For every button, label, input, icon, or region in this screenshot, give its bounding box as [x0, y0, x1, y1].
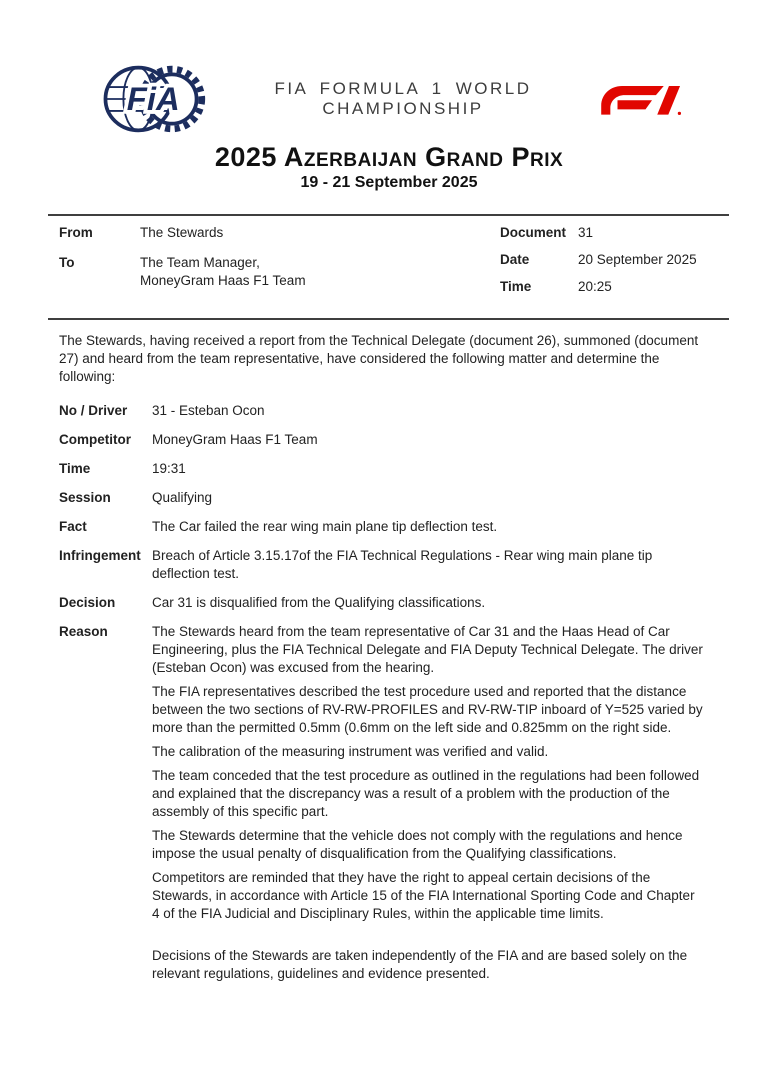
reason-paragraph: The Stewards heard from the team representative of Car 31 and the Haas Head of Car Engineering, plus the FIA Technical Delegate and FIA Deputy Technical Delegate. The driver (Esteban Ocon) was excused from the hearing.	[152, 624, 703, 675]
reason-label: Reason	[59, 624, 108, 639]
reason-paragraph: Decisions of the Stewards are taken independently of the FIA and are based solely on the relevant regulations, guidelines and evidence presented.	[152, 948, 688, 981]
infringement-label: Infringement	[59, 548, 141, 563]
session-value: Qualifying	[152, 490, 213, 505]
no-driver-label: No / Driver	[59, 403, 128, 418]
document-row	[500, 224, 719, 242]
session-time-value: 19:31	[152, 461, 186, 476]
reason-paragraph: The team conceded that the test procedure as outlined in the regulations had been followed and explained that the discrepancy was a result of a problem with the production of the assembly of this specific part.	[152, 768, 700, 819]
to-label: To	[59, 255, 75, 270]
decision-row	[59, 594, 719, 612]
session-time-label: Time	[59, 461, 91, 476]
event-dates: 19 - 21 September 2025	[300, 174, 478, 191]
fact-label: Fact	[59, 519, 87, 534]
competitor-row	[59, 431, 719, 449]
date-value: 20 September 2025	[578, 252, 697, 267]
fia-logo	[98, 60, 210, 138]
meta-right-column	[500, 224, 719, 305]
no-driver-value: 31 - Esteban Ocon	[152, 403, 265, 418]
date-row	[500, 251, 719, 269]
reason-paragraphs	[152, 623, 704, 983]
decision-label: Decision	[59, 595, 116, 610]
document-label: Document	[500, 225, 567, 240]
f1-logo	[596, 80, 682, 118]
session-time-row	[59, 460, 719, 478]
competitor-label: Competitor	[59, 432, 131, 447]
meta-left-column	[59, 224, 500, 305]
reason-row	[59, 623, 719, 983]
infringement-value: Breach of Article 3.15.17of the FIA Technical Regulations - Rear wing main plane tip deflection test.	[152, 548, 653, 581]
divider-bottom	[48, 318, 729, 320]
meta-table	[59, 224, 719, 305]
reason-paragraph: The calibration of the measuring instrument was verified and valid.	[152, 744, 549, 759]
from-row	[59, 224, 500, 242]
page-title: 2025 Azerbaijan Grand Prix	[214, 142, 564, 172]
championship-title: FIA FORMULA 1 WORLD CHAMPIONSHIP	[274, 79, 532, 118]
competitor-value: MoneyGram Haas F1 Team	[152, 432, 318, 447]
from-label: From	[59, 225, 93, 240]
time-value: 20:25	[578, 279, 612, 294]
to-row	[59, 254, 500, 290]
to-value-line1: The Team Manager,	[140, 255, 260, 270]
fact-value: The Car failed the rear wing main plane tip deflection test.	[152, 519, 498, 534]
intro-paragraph: The Stewards, having received a report from the Technical Delegate (document 26), summoned (document 27) and heard from the team representative, have considered the following matter and determine the following:	[59, 333, 699, 384]
title-block	[59, 142, 719, 192]
time-label: Time	[500, 279, 532, 294]
reason-paragraph: The FIA representatives described the test procedure used and reported that the distance between the two sections of RV-RW-PROFILES and RV-RW-TIP inboard of Y=525 varied by more than the permitted 0.5mm (0.6mm on the left side and 0.825mm on the right side.	[152, 684, 703, 735]
divider-top	[48, 214, 729, 216]
decision-fields	[59, 402, 719, 983]
from-value: The Stewards	[140, 225, 224, 240]
no-driver-row	[59, 402, 719, 420]
reason-paragraph: The Stewards determine that the vehicle does not comply with the regulations and hence impose the usual penalty of disqualification from the Qualifying classifications.	[152, 828, 683, 861]
reason-paragraph: Competitors are reminded that they have the right to appeal certain decisions of the Stewards, in accordance with Article 15 of the FIA International Sporting Code and Chapter 4 of the FIA Judicial and Disciplinary Rules, within the applicable time limits.	[152, 870, 695, 921]
session-row	[59, 489, 719, 507]
decision-value: Car 31 is disqualified from the Qualifying classifications.	[152, 595, 486, 610]
to-value-line2: MoneyGram Haas F1 Team	[140, 273, 306, 288]
time-row	[500, 278, 719, 296]
to-value	[140, 254, 306, 290]
document-value: 31	[578, 225, 594, 240]
date-label: Date	[500, 252, 530, 267]
registered-mark-dot	[678, 112, 681, 115]
infringement-row	[59, 547, 719, 583]
document-header	[59, 60, 719, 138]
fact-row	[59, 518, 719, 536]
fia-logo-text: FiA	[126, 80, 180, 118]
session-label: Session	[59, 490, 111, 505]
